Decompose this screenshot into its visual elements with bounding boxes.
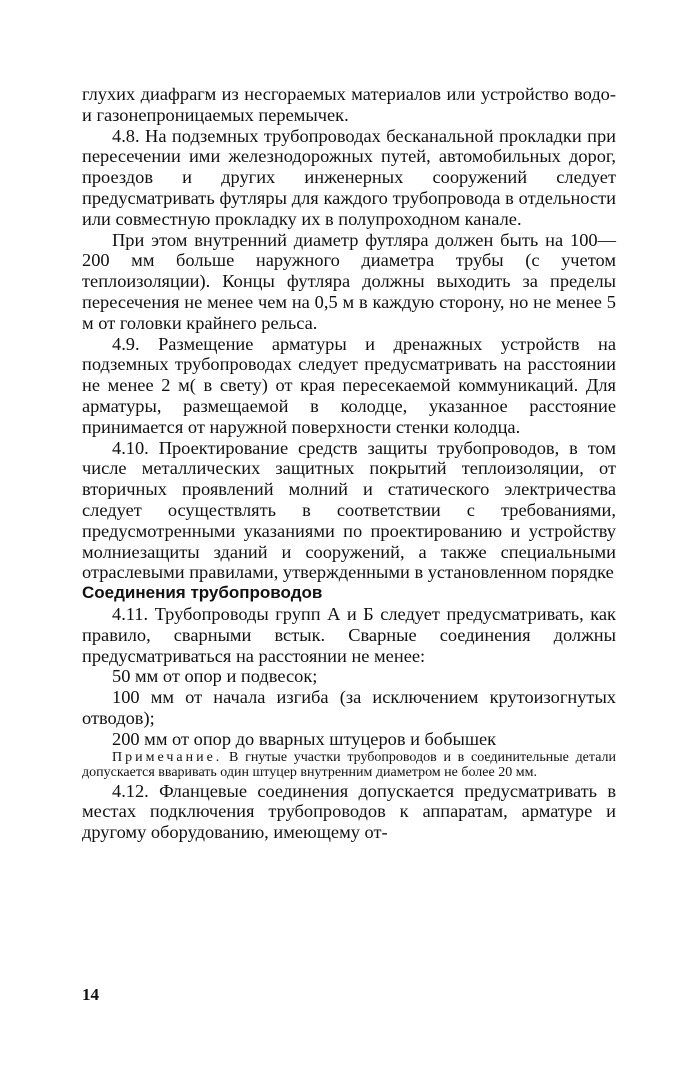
list-item: 200 мм от опор до вварных штуцеров и бобышек	[112, 728, 497, 749]
section-heading: Соединения трубопроводов	[82, 583, 323, 603]
note	[82, 750, 616, 781]
clause-number: 4.10.	[112, 437, 149, 458]
paragraph-4-11	[82, 604, 616, 666]
paragraph-4-10	[82, 438, 616, 584]
paragraph-continued	[82, 84, 616, 126]
clause-number: 4.8.	[112, 125, 140, 146]
page-number: 14	[82, 985, 99, 1004]
list-item: 100 мм от начала изгиба (за исключением крутоизогнутых отводов);	[82, 687, 616, 728]
paragraph-text: На подземных трубопроводах бесканальной прокладки при пересечении ими железнодорожных путей, автомобильных дорог, проездов и других инженерных сооружений следует предусматривать футляры для каждого трубопровода в отдельности или совместную прокладку их в полупроходном канале.	[82, 125, 616, 229]
paragraph-4-9	[82, 334, 616, 438]
paragraph-text: Трубопроводы групп А и Б следует предусматривать, как правило, сварными встык. Сварные соединения должны предусматриваться на расстоянии не менее:	[82, 603, 616, 666]
paragraph-text: При этом внутренний диаметр футляра должен быть на 100—200 мм больше наружного диаметра трубы (с учетом теплоизоляции). Концы футляра должны выходить за пределы пересечения не менее чем на 0,5 м в каждую сторону, но не менее 5 м от головки крайнего рельса.	[82, 229, 616, 333]
clause-number: 4.9.	[112, 333, 140, 354]
note-text: В гнутые участки трубопроводов и в соединительные детали допускается вваривать один штуцер внутренним диаметром не более 20 мм.	[82, 749, 617, 780]
paragraph-4-8	[82, 126, 616, 230]
paragraph-text: глухих диафрагм из несгораемых материалов или устройство водо- и газонепроницаемых перемычек.	[82, 84, 616, 125]
paragraph-4-8-cont	[82, 230, 616, 334]
paragraph-text: Фланцевые соединения допускается предусматривать в местах подключения трубопроводов к аппаратам, арматуре и другому оборудованию, имеющему от-	[82, 780, 616, 843]
clause-number: 4.11.	[112, 603, 149, 624]
list-item: 50 мм от опор и подвесок;	[112, 666, 318, 687]
paragraph-text: Размещение арматуры и дренажных устройств на подземных трубопроводах следует предусматривать на расстоянии не менее 2 м( в свету) от края пересекаемой коммуникаций. Для арматуры, размещаемой в колодце, указанное расстояние принимается от наружной поверхности стенки колодца.	[82, 333, 616, 437]
paragraph-text: Проектирование средств защиты трубопроводов, в том числе металлических защитных покрытий теплоизоляции, от вторичных проявлений молний и статического электричества следует осуществлять в соответствии с требованиями, предусмотренными указаниями по проектированию и устройству молниезащиты зданий и сооружений, а также специальными отраслевыми правилами, утвержденными в установленном порядке	[82, 437, 616, 583]
body-text	[82, 84, 616, 843]
note-label: Примечание.	[112, 749, 223, 765]
paragraph-4-12	[82, 781, 616, 843]
clause-number: 4.12.	[112, 780, 149, 801]
